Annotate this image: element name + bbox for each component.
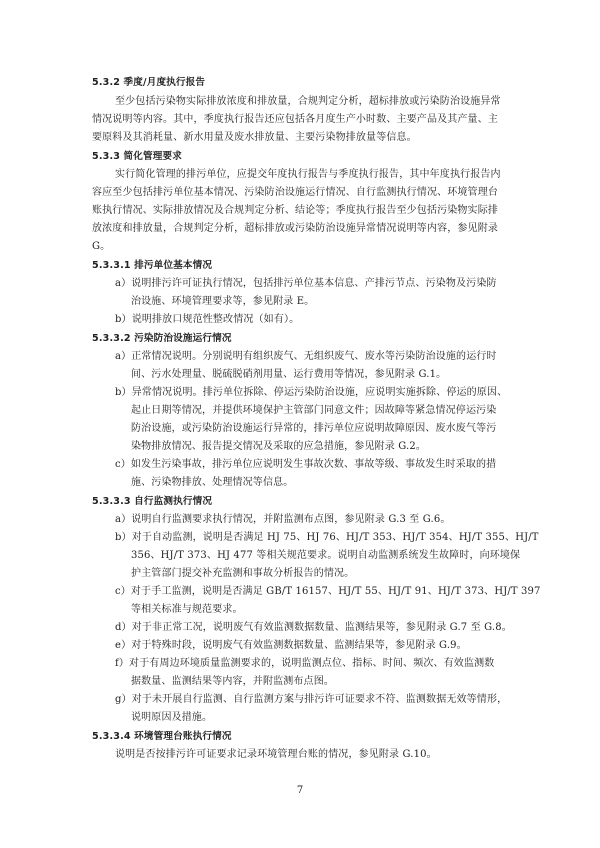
list-item-line: c）如发生污染事故，排污单位应说明发生事故次数、事故等级、事故发生时采取的措: [115, 459, 497, 470]
paragraph-line: 说明是否按排污许可证要求记录环境管理台账的情况，参见附录 G.10。: [115, 749, 437, 760]
section-heading-5-3-2: 5.3.2 季度/月度执行报告: [92, 77, 206, 88]
list-item-line: e）对于特殊时段，说明废气有效监测数据数量、监测结果等，参见附录 G.9。: [115, 640, 467, 651]
list-item-line: 施、污染物排放、处理情况等信息。: [131, 477, 294, 488]
list-item-line: c）对于手工监测，说明是否满足 GB/T 16157、HJ/T 55、HJ/T 91、HJ/T 373、HJ/T 397: [115, 586, 541, 597]
list-item-line: 等相关标准与规范要求。: [131, 604, 243, 615]
list-item-line: b）异常情况说明。排污单位拆除、停运污染防治设施，应说明实施拆除、停运的原因、: [115, 387, 508, 398]
list-item-line: f）对于有周边环境质量监测要求的，说明监测点位、指标、时间、频次、有效监测数: [115, 658, 495, 669]
list-item-line: 356、HJ/T 373、HJ 477 等相关规范要求。说明自动监测系统发生故障时，向环境保: [131, 550, 521, 561]
paragraph-line: 至少包括污染物实际排放浓度和排放量，合规判定分析，超标排放或污染防治设施异常: [115, 96, 501, 107]
list-item-line: d）对于非正常工况，说明废气有效监测数据数量、监测结果等，参见附录 G.7 至 G.8。: [115, 622, 512, 633]
section-heading-5-3-3-2: 5.3.3.2 污染防治设施运行情况: [92, 333, 232, 344]
page-number: 7: [296, 785, 304, 796]
list-item-line: 说明原因及措施。: [131, 712, 213, 723]
list-item-line: 染物排放情况、报告提交情况及采取的应急措施，参见附录 G.2。: [131, 441, 427, 452]
list-item-line: a）说明自行监测要求执行情况，并附监测布点图，参见附录 G.3 至 G.6。: [115, 514, 451, 525]
list-item-line: 起止日期等情况，并提供环境保护主管部门同意文件；因故障等紧急情况停运污染: [131, 405, 497, 416]
paragraph-line: G。: [92, 241, 111, 252]
list-item-line: 间、污水处理量、脱硫脱硝剂用量、运行费用等情况，参见附录 G.1。: [131, 369, 447, 380]
paragraph-line: 放浓度和排放量，合规判定分析，超标排放或污染防治设施异常情况说明等内容，参见附录: [92, 223, 498, 234]
section-heading-5-3-3-3: 5.3.3.3 自行监测执行情况: [92, 496, 213, 507]
list-item-line: 护主管部门提交补充监测和事故分析报告的情况。: [131, 568, 355, 579]
list-item-line: b）对于自动监测，说明是否满足 HJ 75、HJ 76、HJ/T 353、HJ/T 354、HJ/T 355、HJ/T: [115, 532, 539, 543]
section-heading-5-3-3: 5.3.3 简化管理要求: [92, 151, 183, 162]
list-item-line: 据数量、监测结果等内容，并附监测布点图。: [131, 676, 334, 687]
paragraph-line: 实行简化管理的排污单位，应提交年度执行报告与季度执行报告，其中年度执行报告内: [115, 169, 501, 180]
paragraph-line: 容应至少包括排污单位基本情况、污染防治设施运行情况、自行监测执行情况、环境管理台: [92, 187, 498, 198]
paragraph-line: 账执行情况、实际排放情况及合规判定分析、结论等；季度执行报告至少包括污染物实际排: [92, 205, 498, 216]
paragraph-line: 情况说明等内容。其中，季度执行报告还应包括各月度生产小时数、主要产品及其产量、主: [92, 114, 498, 125]
list-item-line: a）说明排污许可证执行情况，包括排污单位基本信息、产排污节点、污染物及污染防: [115, 278, 497, 289]
list-item-line: g）对于未开展自行监测、自行监测方案与排污许可证要求不符、监测数据无效等情形，: [115, 694, 508, 705]
list-item-line: a）正常情况说明。分别说明有组织废气、无组织废气、废水等污染防治设施的运行时: [115, 351, 497, 362]
paragraph-line: 要原料及其消耗量、新水用量及废水排放量、主要污染物排放量等信息。: [92, 132, 417, 143]
section-heading-5-3-3-4: 5.3.3.4 环境管理台账执行情况: [92, 731, 232, 742]
list-item-line: 防治设施，或污染防治设施运行异常的，排污单位应说明故障原因、废水废气等污: [131, 423, 497, 434]
section-heading-5-3-3-1: 5.3.3.1 排污单位基本情况: [92, 260, 213, 271]
list-item-line: 治设施、环境管理要求等，参见附录 E。: [131, 296, 315, 307]
list-item-line: b）说明排放口规范性整改情况（如有）。: [115, 314, 300, 325]
